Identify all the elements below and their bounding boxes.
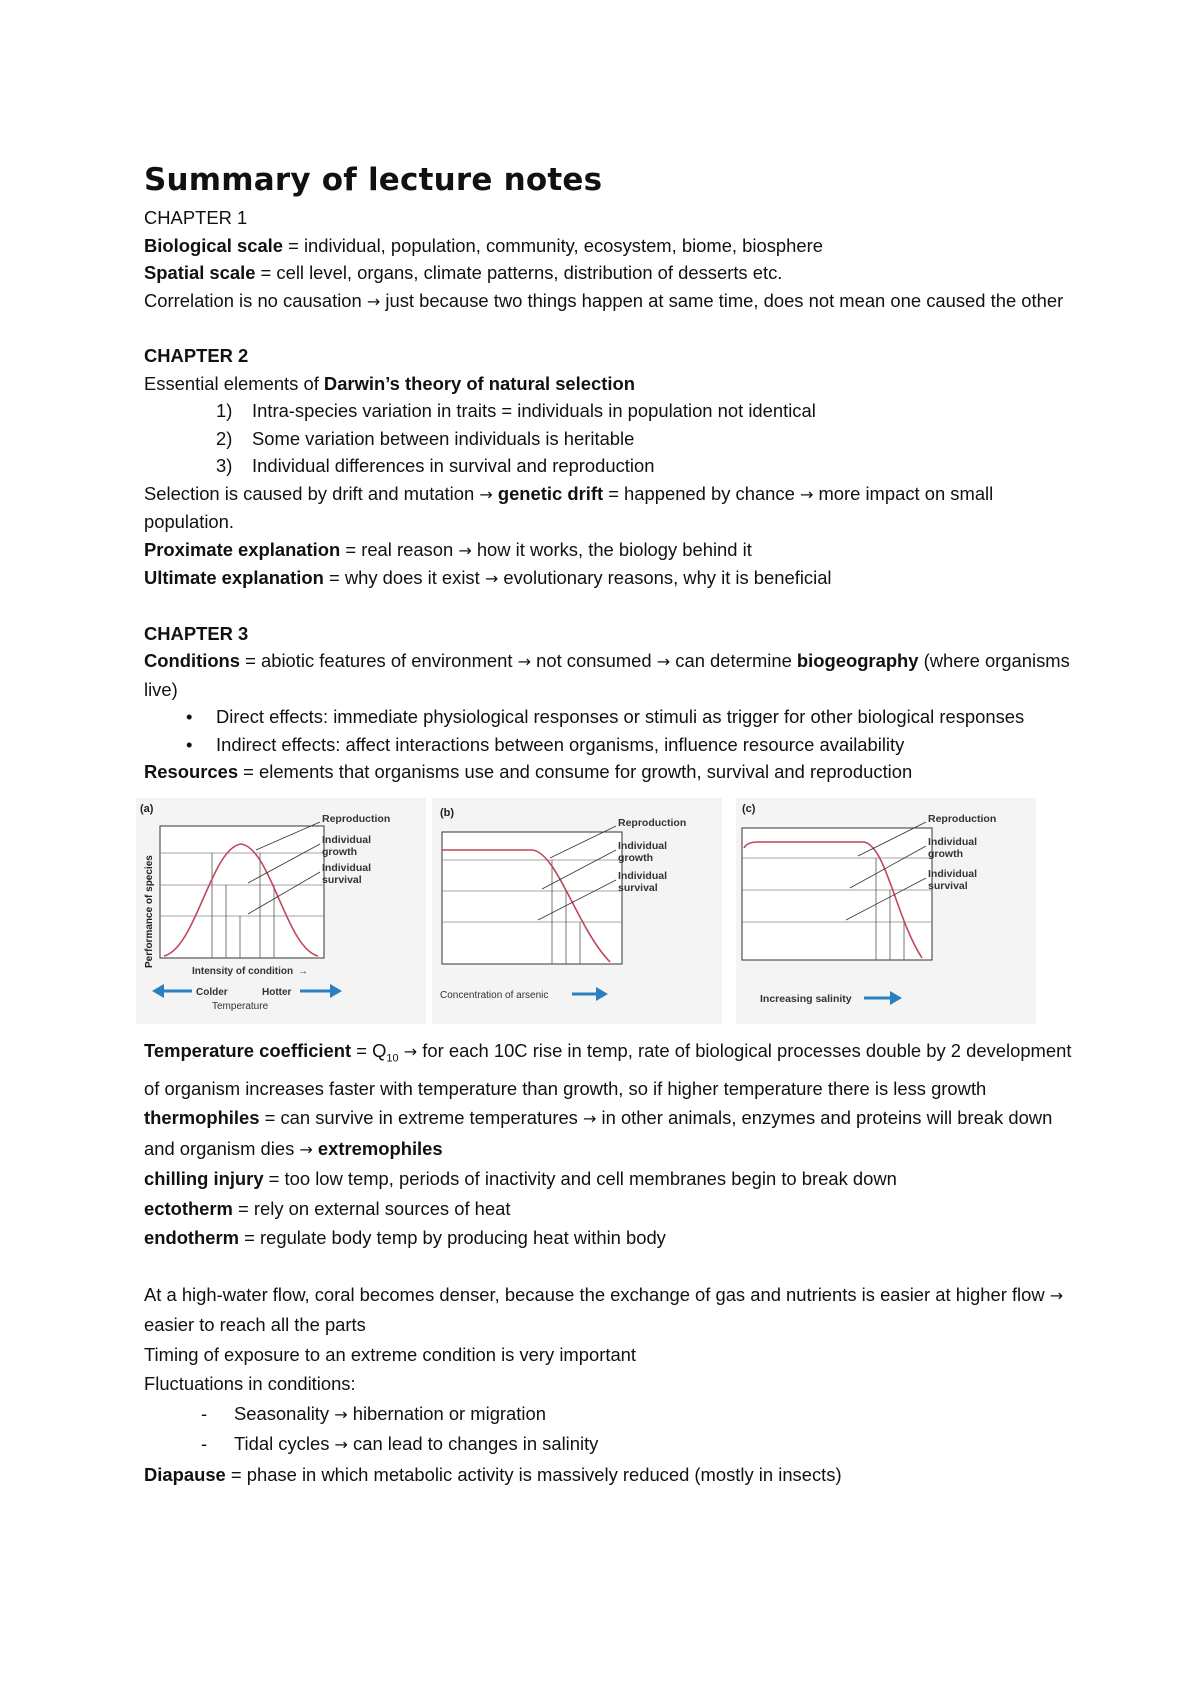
list-item: • Indirect effects: affect interactions between organisms, influence resource availability [216, 731, 1074, 759]
label-colder: Colder [196, 986, 228, 998]
darwin-elements-list [144, 397, 1074, 480]
figure-panel-b [432, 798, 722, 1024]
coral-line: At a high-water flow, coral becomes denser, because the exchange of gas and nutrients is easier at higher flow → easier to reach all the parts [144, 1283, 1064, 1336]
caption: Temperature [212, 1000, 269, 1012]
list-item: 1) Intra-species variation in traits = individuals in population not identical [216, 400, 816, 421]
biological-scale-line: Biological scale = individual, population, community, ecosystem, biome, biosphere [144, 234, 823, 256]
temperature-coefficient-line: Temperature coefficient = $Q_{10}$ → for each 10C rise in temp, rate of biological processes double by 2 development of organism increases faster with temperature than growth, so if higher temperature there is less growth [144, 1039, 1072, 1099]
label-reproduction: Reproduction [928, 812, 997, 825]
caption: Concentration of arsenic [440, 989, 549, 1001]
arrow-icon: → [583, 1109, 597, 1129]
ultimate-line: Ultimate explanation = why does it exist → evolutionary reasons, why it is beneficial [144, 567, 832, 588]
arrow-icon: → [403, 1041, 418, 1061]
right-arrowhead [596, 987, 608, 1001]
right-arrowhead [330, 984, 342, 998]
darwin-intro: Essential elements of Darwin’s theory of natural selection [144, 372, 635, 394]
label-growth: Individual growth [618, 839, 668, 864]
arrow-icon: → [334, 1404, 348, 1424]
list-item: • Direct effects: immediate physiological responses or stimuli as trigger for other biological responses [216, 703, 1074, 731]
ectotherm-line: ectotherm = rely on external sources of heat [144, 1197, 511, 1219]
panel-tag: (a) [140, 802, 154, 815]
fluctuations-line: Fluctuations in conditions: [144, 1373, 356, 1395]
arrow-icon: → [458, 540, 472, 560]
label-survival: Individual survival [618, 869, 668, 894]
arrow-icon: → [299, 1139, 313, 1159]
label-survival: Individual survival [928, 867, 978, 892]
document-body [140, 160, 1074, 1489]
arrow-icon: → [517, 652, 531, 671]
proximate-line: Proximate explanation = real reason → how it works, the biology behind it [144, 538, 752, 560]
arrow-icon: → [334, 1435, 348, 1455]
term: Spatial scale [144, 262, 256, 283]
performance-figure [136, 798, 1066, 1028]
left-arrowhead [152, 984, 164, 998]
list-item: 2) Some variation between individuals is heritable [216, 427, 635, 449]
label-reproduction: Reproduction [618, 816, 687, 829]
fluctuations-list [144, 1399, 1074, 1460]
label-hotter: Hotter [262, 986, 292, 998]
diapause-line: Diapause = phase in which metabolic activity is massively reduced (mostly in insects) [144, 1463, 842, 1485]
correlation-line: Correlation is no causation → just because two things happen at same time, does not mean one caused the other [144, 289, 1064, 311]
arrow-icon: → [479, 484, 493, 504]
figure-panel-a [136, 798, 426, 1024]
chapter-3-heading: CHAPTER 3 [144, 622, 249, 644]
endotherm-line: endotherm = regulate body temp by producing heat within body [144, 1227, 666, 1249]
arrow-icon: → [1049, 1285, 1064, 1305]
caption: Increasing salinity [760, 992, 852, 1005]
arrow-icon: → [799, 484, 814, 504]
conditions-line: Conditions = abiotic features of environment → not consumed → can determine biogeography (where organisms live) [144, 650, 1070, 700]
list-item: - Tidal cycles → can lead to changes in salinity [201, 1433, 599, 1455]
page-title: Summary of lecture notes [144, 162, 603, 198]
temperature-section [144, 1036, 1074, 1490]
x-axis-label: Intensity of condition [192, 965, 294, 977]
bullet-icon: • [186, 733, 193, 755]
chapter-2-heading: CHAPTER 2 [144, 345, 249, 366]
arrow-icon: → [298, 965, 308, 977]
label-survival: Individual survival [322, 861, 372, 886]
y-axis-label: Performance of species [144, 854, 155, 968]
selection-line: Selection is caused by drift and mutation → genetic drift = happened by chance → more impact on small population. [144, 482, 994, 532]
label-growth: Individual growth [928, 835, 978, 860]
spatial-scale-line: Spatial scale = cell level, organs, climate patterns, distribution of desserts etc. [144, 262, 783, 283]
panel-tag: (c) [742, 802, 756, 815]
bullet-icon: • [186, 706, 193, 727]
chapter-1-heading: CHAPTER 1 [144, 207, 248, 228]
plot-area [742, 828, 932, 960]
thermophiles-line: thermophiles = can survive in extreme temperatures → in other animals, enzymes and proteins will break down and organism dies → extremophiles [144, 1107, 1053, 1159]
list-item: - Seasonality → hibernation or migration [201, 1402, 546, 1424]
label-growth: Individual growth [322, 833, 372, 858]
term: Biological scale [144, 234, 284, 256]
timing-line: Timing of exposure to an extreme condition is very important [144, 1343, 637, 1365]
arrow-icon: → [484, 569, 499, 588]
effects-list [144, 703, 1074, 758]
arrow-icon: → [366, 291, 381, 311]
resources-line: Resources = elements that organisms use and consume for growth, survival and reproduction [144, 761, 913, 782]
right-arrowhead [890, 991, 902, 1005]
arrow-icon: → [656, 652, 671, 671]
label-reproduction: Reproduction [322, 812, 391, 825]
list-item: 3) Individual differences in survival and reproduction [216, 455, 655, 476]
chilling-injury-line: chilling injury = too low temp, periods of inactivity and cell membranes begin to break down [144, 1168, 897, 1190]
figure-panel-c [736, 798, 1036, 1024]
panel-tag: (b) [440, 806, 455, 819]
